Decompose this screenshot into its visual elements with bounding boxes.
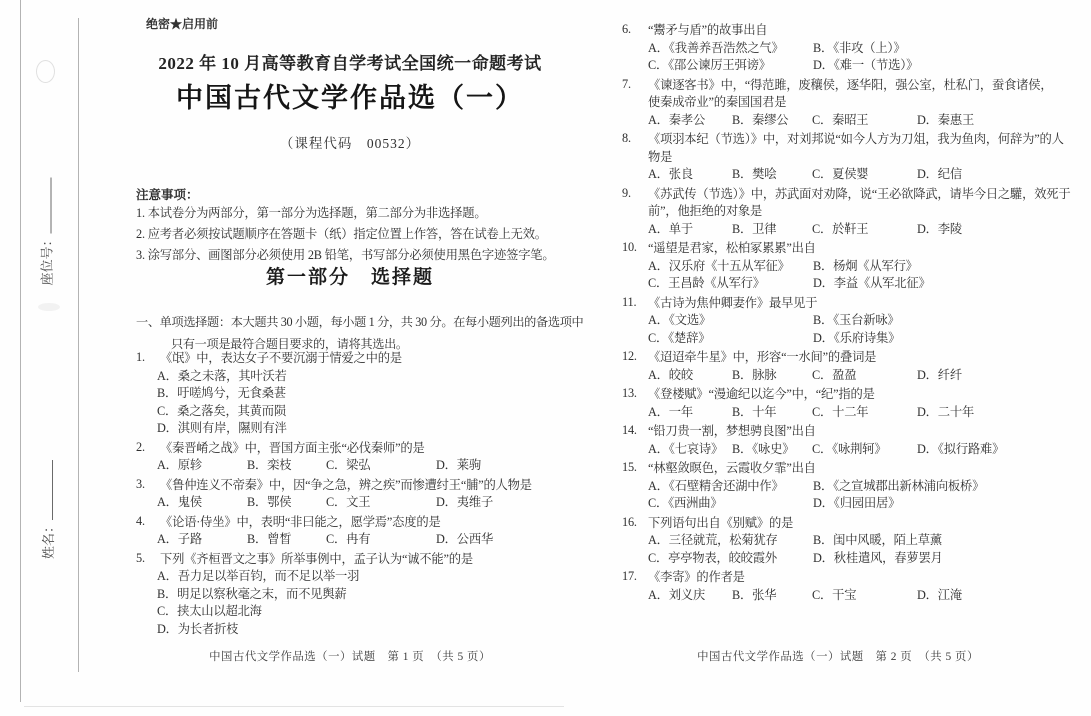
scan-artifact-smudge — [38, 303, 60, 311]
option-a: A．《文选》 — [648, 313, 712, 327]
question-text: 《李寄》的作者是 — [648, 570, 745, 584]
section-intro — [136, 312, 583, 355]
option-a: A．《石壁精舍还湖中作》 — [648, 478, 784, 493]
question-text: 使秦成帝业”的秦国国君是 — [648, 95, 787, 109]
option-b: B．卫律 — [732, 221, 777, 236]
option-c: C．王昌龄《从军行》 — [648, 276, 765, 290]
scan-artifact-circle — [36, 60, 55, 83]
question-text: 《论语·侍坐》中，表明“非曰能之，愿学焉”态度的是 — [160, 514, 441, 529]
option-d: D．江淹 — [917, 587, 962, 602]
option-b: B．鄂侯 — [247, 495, 292, 509]
question-number: 4. — [136, 513, 145, 528]
options-row — [648, 57, 1058, 75]
question-item — [136, 551, 564, 639]
question-text: 《古诗为焦仲卿妻作》最早见于 — [648, 295, 818, 310]
options-row — [648, 587, 1058, 605]
question-content — [648, 131, 1064, 184]
question-number: 10. — [622, 240, 637, 254]
option-c: C．冉有 — [326, 532, 371, 546]
question-text: 《谏逐客书》中，“得范雎，废穰侯，逐华阳，强公室，杜私门，蚕食诸侯， — [648, 77, 1053, 92]
options-row — [648, 258, 1058, 276]
option-d: D．二十年 — [917, 404, 975, 419]
option-d: D．秦惠王 — [917, 112, 975, 127]
option-b: B．《非攻（上）》 — [813, 40, 906, 55]
question-item — [622, 349, 1058, 384]
question-number: 5. — [136, 550, 145, 565]
question-text: 前”，他拒绝的对象是 — [648, 204, 763, 218]
seat-number-label: 座位号： — [39, 233, 55, 286]
question-content — [648, 240, 1058, 293]
question-text: “鬻矛与盾”的故事出自 — [648, 23, 768, 37]
options-row — [648, 312, 1058, 330]
option-a: A．鬼侯 — [157, 495, 202, 509]
option-a: A．原轸 — [157, 458, 202, 472]
question-text: “林壑敛暝色，云霞收夕霏”出自 — [648, 461, 816, 475]
section-intro-line2: 只有一项是最符合题目要求的，请将其选出。 — [171, 336, 408, 351]
notice-list — [136, 203, 555, 266]
option-c: C．文王 — [326, 495, 371, 509]
option-c: C．挟太山以超北海 — [157, 604, 262, 618]
question-number: 9. — [622, 185, 631, 200]
option-d: D．纤纤 — [917, 367, 962, 382]
option-c: C．梁弘 — [326, 458, 371, 472]
question-item — [622, 569, 1058, 604]
option-c: C．《西洲曲》 — [648, 496, 723, 510]
options-row — [648, 275, 1058, 293]
options-row — [648, 495, 1058, 513]
question-content — [157, 477, 564, 512]
option-c: C．十二年 — [812, 404, 869, 419]
option-c: C．桑之落矣，其黄而陨 — [157, 403, 286, 418]
course-code: （课程代码 00532） — [279, 136, 421, 151]
option-c: C．於靬王 — [812, 221, 869, 236]
question-number: 15. — [622, 460, 637, 474]
options-row — [157, 531, 564, 549]
option-a: A．汉乐府《十五从军征》 — [648, 258, 790, 273]
page-1 — [134, 0, 584, 716]
question-text: “铅刀贵一割，梦想骋良图”出自 — [648, 424, 816, 438]
question-content — [648, 460, 1058, 513]
question-text: 物是 — [648, 149, 673, 164]
option-a: A．子路 — [157, 532, 202, 546]
question-item — [622, 22, 1058, 75]
question-number: 16. — [622, 514, 637, 529]
question-number: 6. — [622, 22, 631, 36]
question-item — [136, 440, 564, 475]
option-b: B．曾晳 — [247, 532, 292, 546]
question-text: 下列语句出自《别赋》的是 — [648, 515, 794, 530]
name-field — [38, 460, 57, 559]
option-d: D．为长者折枝 — [157, 621, 239, 636]
option-b: B．樊哙 — [732, 167, 777, 181]
seat-number-field — [37, 177, 56, 285]
option-a: A．一年 — [648, 404, 693, 419]
part1-heading: 第一部分 选择题 — [265, 267, 434, 288]
question-number: 12. — [622, 349, 637, 363]
question-list-page-1 — [136, 350, 564, 640]
option-c: C．亭亭物表，皎皎霞外 — [648, 550, 777, 565]
options-row — [648, 40, 1058, 58]
option-d: D．公西华 — [436, 532, 494, 546]
option-d: D．淇则有岸，隰则有泮 — [157, 421, 287, 435]
option-a: A．吾力足以举百钧，而不足以举一羽 — [157, 569, 360, 583]
option-b: B．《之宣城郡出新林浦向板桥》 — [813, 478, 985, 493]
question-text: 下列《齐桓晋文之事》所举事例中，孟子认为“诚不能”的是 — [160, 551, 473, 566]
options-row — [648, 532, 1058, 550]
question-item — [622, 386, 1058, 421]
question-item — [622, 515, 1058, 568]
question-text: 《迢迢牵牛星》中，形容“一水间”的叠词是 — [648, 350, 877, 364]
question-list-page-2 — [622, 22, 1071, 606]
question-number: 17. — [622, 569, 637, 583]
question-content — [648, 515, 1058, 568]
notice-item-2: 2. 应考者必须按试题顺序在答题卡（纸）指定位置上作答，答在试卷上无效。 — [136, 227, 547, 241]
option-a: A．秦孝公 — [648, 112, 706, 127]
notice-item-3: 3. 涂写部分、画图部分必须使用 2B 铅笔，书写部分必须使用黑色字迹签字笔。 — [136, 248, 555, 262]
option-b: B．明足以察秋毫之末，而不见舆薪 — [157, 586, 347, 601]
option-a: A．三径就荒，松菊犹存 — [648, 533, 778, 547]
option-c: C．干宝 — [812, 587, 857, 602]
option-a: A．张良 — [648, 167, 693, 181]
subject-title: 中国古代文学作品选（一） — [176, 83, 524, 113]
option-b: B．《咏史》 — [732, 441, 795, 456]
options-row — [157, 494, 564, 512]
question-text: 《秦晋崤之战》中，晋国方面主张“必伐秦师”的是 — [160, 440, 425, 455]
option-b: B．吁嗟鸠兮，无食桑葚 — [157, 386, 286, 400]
section-intro-line1: 一、单项选择题：本大题共 30 小题，每小题 1 分，共 30 分。在每小题列出的备选项中 — [136, 315, 584, 329]
question-item — [136, 350, 564, 438]
option-b: B．张华 — [732, 587, 777, 602]
option-d: D．莱驹 — [436, 458, 481, 472]
question-content — [648, 22, 1058, 75]
question-number: 2. — [136, 439, 145, 454]
option-d: D．《乐府诗集》 — [813, 330, 901, 345]
option-d: D．李益《从军北征》 — [813, 276, 931, 290]
question-number: 7. — [622, 76, 631, 91]
page-1-footer: 中国古代文学作品选（一）试题 第 1 页 （共 5 页） — [209, 651, 491, 663]
option-d: D．《归园田居》 — [813, 496, 901, 510]
question-item — [622, 423, 1058, 458]
option-b: B．十年 — [732, 404, 777, 419]
question-text: 《鲁仲连义不帝秦》中，因“争之急，辨之疾”而惨遭纣王“脯”的人物是 — [160, 477, 532, 492]
secrecy-notice: 绝密★启用前 — [146, 17, 219, 31]
option-a: A．皎皎 — [648, 367, 693, 382]
option-c: C．盈盈 — [812, 367, 857, 382]
options-row — [648, 367, 1058, 385]
question-content — [648, 349, 1058, 384]
option-b: B．脉脉 — [732, 367, 777, 382]
options-row — [648, 112, 1058, 130]
option-c: C．《楚辞》 — [648, 330, 711, 345]
option-d: D．《难一（节选）》 — [813, 58, 919, 72]
option-c: C．秦昭王 — [812, 112, 869, 127]
option-d: D．纪信 — [917, 167, 962, 181]
name-blank-line — [41, 460, 53, 520]
options-row — [648, 166, 1058, 184]
option-c: C．夏侯婴 — [812, 167, 869, 181]
question-content — [648, 386, 1058, 421]
options-row — [648, 441, 1058, 459]
binding-margin-inner-line — [78, 18, 79, 672]
question-content — [648, 423, 1058, 458]
question-item — [622, 185, 1071, 239]
question-item — [622, 77, 1058, 130]
option-a: A．刘义庆 — [648, 587, 706, 602]
question-content — [157, 350, 564, 438]
question-content — [157, 440, 564, 475]
option-b: B．栾枝 — [247, 458, 292, 472]
option-d: D．夷维子 — [436, 495, 494, 509]
option-c: C．《咏荆轲》 — [812, 441, 887, 456]
option-b: B．杨炯《从军行》 — [813, 258, 918, 273]
binding-margin-outer-line — [20, 0, 21, 702]
question-number: 1. — [136, 350, 145, 364]
options-row — [648, 221, 1058, 239]
question-content — [157, 551, 564, 639]
question-content — [648, 77, 1058, 130]
seat-number-blank-line — [40, 177, 52, 233]
page-2 — [618, 0, 1071, 716]
options-row — [648, 478, 1058, 496]
option-d: D．《拟行路难》 — [917, 441, 1005, 456]
option-a: A．桑之未落，其叶沃若 — [157, 368, 287, 383]
option-d: D．李陵 — [917, 221, 962, 236]
notice-item-1: 1. 本试卷分为两部分，第一部分为选择题，第二部分为非选择题。 — [136, 206, 487, 220]
page-2-footer: 中国古代文学作品选（一）试题 第 2 页 （共 5 页） — [697, 651, 979, 663]
exam-title: 2022 年 10 月高等教育自学考试全国统一命题考试 — [158, 54, 542, 73]
question-item — [136, 514, 564, 549]
option-b: B．《玉台新咏》 — [813, 313, 900, 327]
question-item — [622, 460, 1058, 513]
question-number: 8. — [622, 131, 631, 145]
question-number: 13. — [622, 386, 637, 400]
question-text: 《登楼赋》“漫逾纪以迄今”中，“纪”指的是 — [648, 387, 875, 401]
question-content — [157, 514, 564, 549]
question-item — [622, 240, 1058, 293]
option-a: A．单于 — [648, 221, 693, 236]
option-b: B．闺中风暖，陌上草薰 — [813, 533, 942, 547]
question-text: 《氓》中，表达女子不要沉溺于情爱之中的是 — [160, 351, 402, 365]
question-text: “遥望是君家，松柏冢累累”出自 — [648, 241, 816, 255]
option-d: D．秋桂遣风，春萝罢月 — [813, 550, 943, 565]
option-a: A．《我善养吾浩然之气》 — [648, 40, 784, 55]
option-b: B．秦缪公 — [732, 112, 789, 127]
options-row — [157, 457, 564, 475]
question-item — [136, 477, 564, 512]
question-number: 11. — [622, 294, 637, 309]
question-item — [622, 295, 1058, 348]
question-content — [648, 186, 1071, 239]
name-label: 姓名： — [41, 519, 57, 560]
question-content — [648, 569, 1058, 604]
options-row — [648, 404, 1058, 422]
question-content — [648, 295, 1058, 348]
notice-title: 注意事项： — [136, 188, 199, 202]
option-c: C．《邵公谏厉王弭谤》 — [648, 58, 771, 72]
question-item — [622, 131, 1064, 184]
question-number: 14. — [622, 423, 637, 437]
question-number: 3. — [136, 476, 145, 491]
options-row — [648, 550, 1058, 568]
option-a: A．《七哀诗》 — [648, 441, 724, 456]
options-row — [648, 330, 1058, 348]
question-text: 《苏武传（节选）》中，苏武面对劝降，说“王必欲降武，请毕今日之驩，效死于 — [648, 186, 1071, 201]
question-text: 《项羽本纪（节选）》中，对刘邦说“如今人方为刀俎，我为鱼肉，何辞为”的人 — [648, 132, 1064, 146]
